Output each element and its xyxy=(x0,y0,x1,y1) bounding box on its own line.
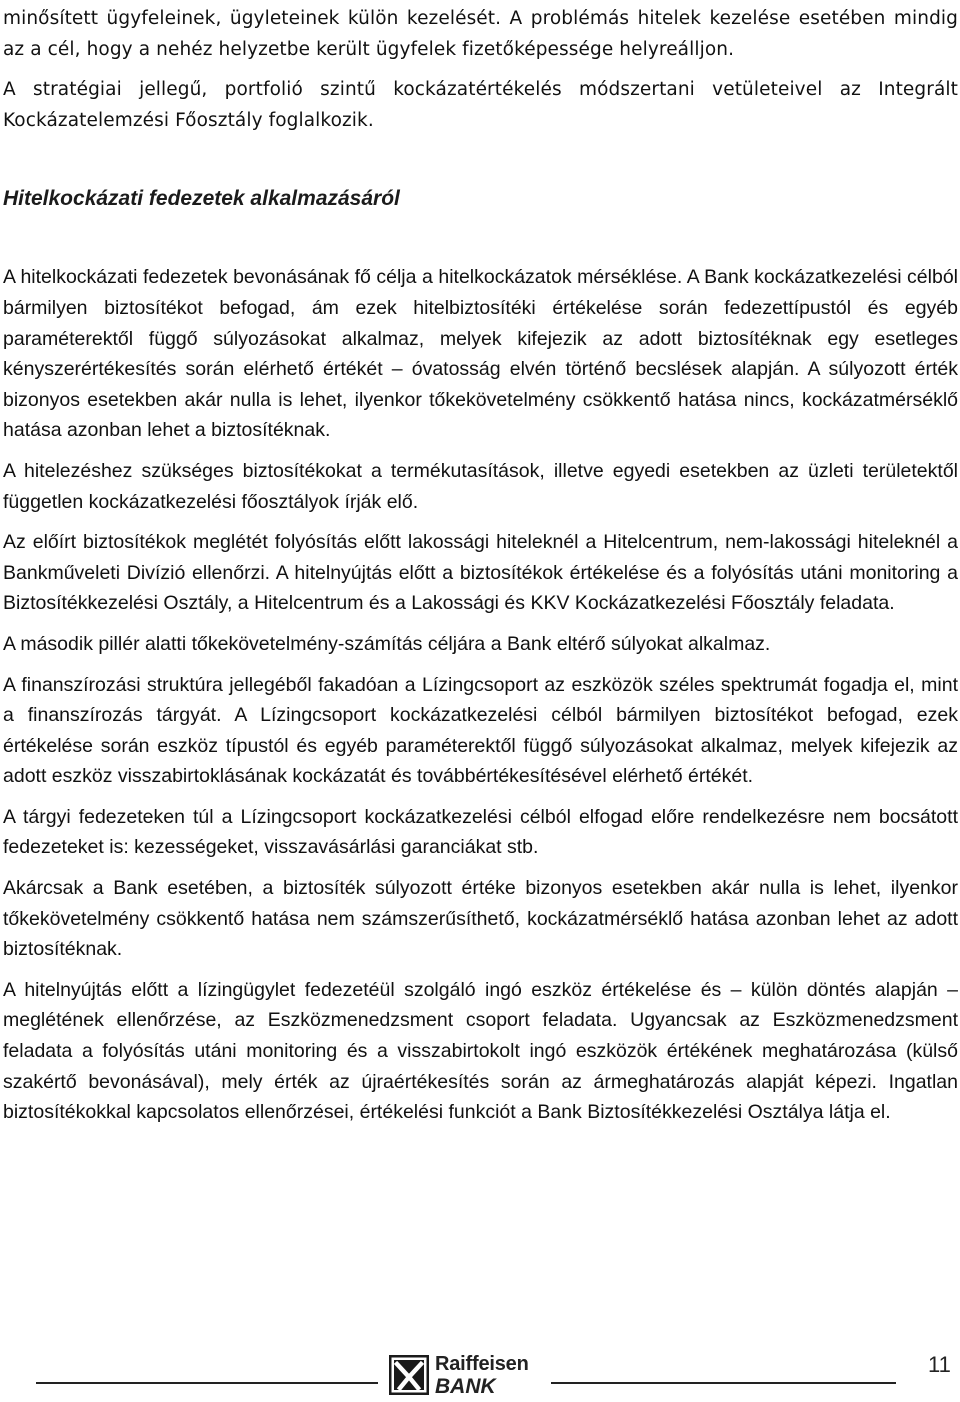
logo-wordmark-top: Raiffeisen xyxy=(435,1353,529,1375)
body-paragraph-6: A tárgyi fedezeteken túl a Lízingcsoport kockázatkezelési célból elfogad előre rendelkezésre nem bocsátott fedezeteket is: kezességeket, visszavásárlási garanciákat stb. xyxy=(3,805,958,859)
raiffeisen-bank-logo xyxy=(389,1355,541,1399)
body-paragraph-1: A hitelkockázati fedezetek bevonásának fő célja a hitelkockázatok mérséklése. A Bank kockázatkezelési célból bármilyen biztosítékot befogad, ám ezek hitelbiztosítéki értékelése során fedezettípustól és egyéb paraméterektől függő súlyozásokat alkalmaz, melyek kifejezik az adott biztosítéknak egy esetleges kényszerértékesítés során elérhető értékét – óvatosság elvén történő becslések alapján. A súlyozott érték bizonyos esetekben akár nulla is lehet, ilyenkor tőkekövetelmény csökkentő hatása nincs, kockázatmérséklő hatása azonban lehet a biztosítéknak. xyxy=(3,266,958,442)
logo-wordmark-bottom: BANK xyxy=(435,1375,496,1398)
page-footer xyxy=(0,1352,960,1402)
page-content xyxy=(3,4,958,1138)
body-paragraph-2: A hitelezéshez szükséges biztosítékokat a termékutasítások, illetve egyedi esetekben az üzleti területektől független kockázatkezelési főosztályok írják elő. xyxy=(3,459,958,513)
body-paragraph-4: A második pillér alatti tőkekövetelmény-számítás céljára a Bank eltérő súlyokat alkalmaz. xyxy=(3,632,771,655)
intro-paragraph-1: minősített ügyfeleinek, ügyleteinek külön kezelését. A problémás hitelek kezelése esetében mindig az a cél, hogy a nehéz helyzetbe került ügyfelek fizetőképessége helyreálljon. xyxy=(3,8,958,60)
section-heading: Hitelkockázati fedezetek alkalmazásáról xyxy=(3,187,400,211)
body-paragraph-8: A hitelnyújtás előtt a lízingügylet fedezetéül szolgáló ingó eszköz értékelése és – külön döntés alapján – meglétének ellenőrzése, az Eszközmenedzsment csoport feladata. Ugyancsak az Eszközmenedzsment feladata a folyósítás utáni monitoring és a visszabirtokolt ingó eszközök értékének meghatározása (külső szakértő bevonásával), mely érték az újraértékesítés során az ármeghatározás alapját képezi. Ingatlan biztosítékokkal kapcsolatos ellenőrzései, értékelési funkciót a Bank Biztosítékkezelési Osztálya látja el. xyxy=(3,978,958,1124)
footer-rule-left xyxy=(36,1382,378,1384)
page-number: 11 xyxy=(928,1352,951,1377)
body-paragraph-7: Akárcsak a Bank esetében, a biztosíték súlyozott értéke bizonyos esetekben akár nulla is lehet, ilyenkor tőkekövetelmény csökkentő hatása nem számszerűsíthető, kockázatmérséklő hatása azonban lehet az adott biztosítéknak. xyxy=(3,877,958,961)
body-paragraph-5: A finanszírozási struktúra jellegéből fakadóan a Lízingcsoport az eszközök széles spektrumát fogadja el, mint a finanszírozás tárgyát. A Lízingcsoport kockázatkezelési célból bármilyen biztosítékot befogad, ezek értékelése során eszköz típustól és egyéb paraméterektől függő súlyozásokat alkalmaz, melyek kifejezik az adott eszköz visszabirtoklásának kockázatát és továbbértékesítésével elérhető értékét. xyxy=(3,673,958,788)
footer-rule-right xyxy=(551,1382,896,1384)
body-paragraph-3: Az előírt biztosítékok meglétét folyósítás előtt lakossági hiteleknél a Hitelcentrum, nem-lakossági hiteleknél a Bankműveleti Divízió ellenőrzi. A hitelnyújtás előtt a biztosítékok értékelése és a folyósítás utáni monitoring a Biztosítékkezelési Osztály, a Hitelcentrum és a Lakossági és KKV Kockázatkezelési Főosztály feladata. xyxy=(3,531,958,615)
raiffeisen-gable-cross-icon xyxy=(389,1355,429,1395)
intro-paragraph-2: A stratégiai jellegű, portfolió szintű kockázatértékelés módszertani vetületeivel az Integrált Kockázatelemzési Főosztály foglalkozik. xyxy=(3,79,958,131)
